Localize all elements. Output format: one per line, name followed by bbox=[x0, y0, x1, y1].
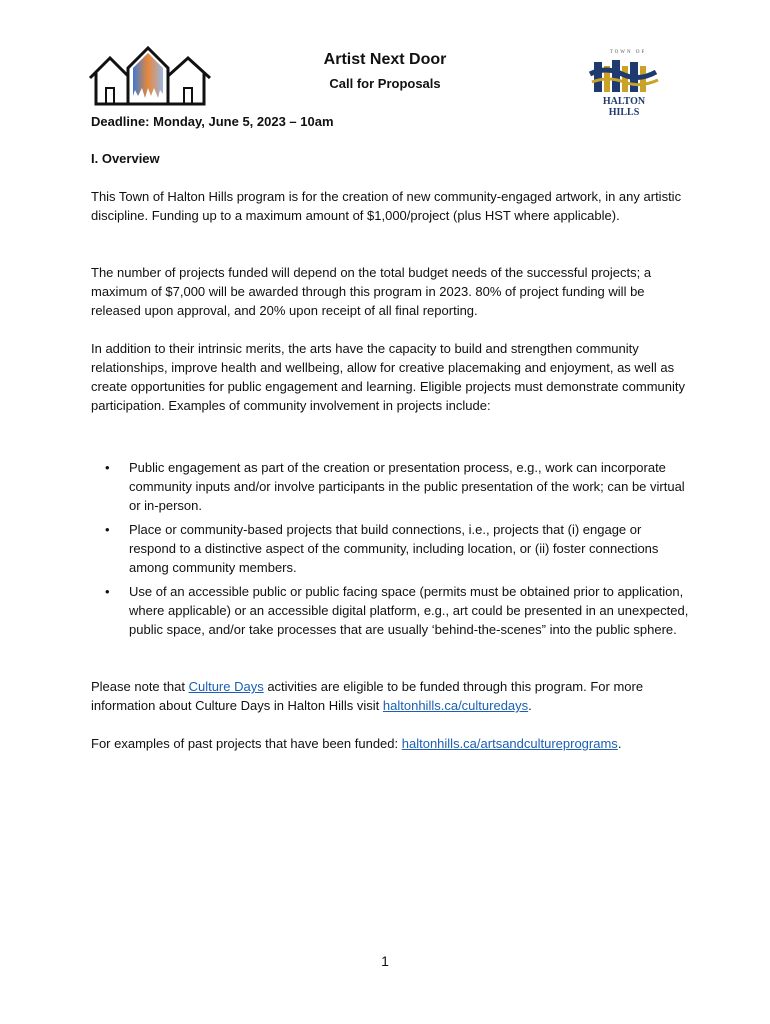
document-subtitle: Call for Proposals bbox=[329, 76, 441, 91]
list-item bbox=[91, 520, 691, 577]
bullet-glyph: • bbox=[105, 522, 110, 537]
list-item-text: Place or community-based projects that build connections, i.e., projects that (i) engage or respond to a distinctive aspect of the community, including location, or (ii) foster connections among community members. bbox=[129, 522, 659, 575]
page-number: 1 bbox=[381, 953, 389, 969]
examples-text-before: For examples of past projects that have been funded: bbox=[91, 736, 402, 751]
culture-days-link[interactable]: Culture Days bbox=[188, 679, 264, 694]
paragraph-past-projects bbox=[91, 734, 691, 753]
section-heading: I. Overview bbox=[91, 151, 160, 166]
bullet-glyph: • bbox=[105, 584, 110, 599]
note-text-before: Please note that bbox=[91, 679, 189, 694]
paragraph-funding: The number of projects funded will depend on the total budget needs of the successful projects; a maximum of $7,000 will be awarded through this program in 2023. 80% of project funding will be released upon approval, and 20% upon receipt of all final reporting. bbox=[91, 265, 652, 318]
bullet-glyph: • bbox=[105, 460, 110, 475]
note-text-after: . bbox=[528, 698, 532, 713]
list-item-text: Public engagement as part of the creation or presentation process, e.g., work can incorporate community inputs and/or involve participants in the public presentation of the work; can be virtual or in-person. bbox=[129, 460, 685, 513]
community-involvement-list bbox=[91, 458, 691, 644]
list-item bbox=[91, 458, 691, 515]
deadline: Deadline: Monday, June 5, 2023 – 10am bbox=[91, 114, 334, 129]
halton-hills-label: HALTON HILLS bbox=[602, 96, 646, 118]
culturedays-url-link[interactable]: haltonhills.ca/culturedays bbox=[382, 698, 529, 713]
note-text-middle: activities are eligible to be funded through this program. For more information about Culture Days in Halton Hills visit bbox=[91, 679, 644, 713]
past-projects-link[interactable]: haltonhills.ca/artsandcultureprograms bbox=[401, 736, 618, 751]
paragraph-program-intro: This Town of Halton Hills program is for the creation of new community-engaged artwork, in any artistic discipline. Funding up to a maximum amount of $1,000/project (plus HST where applicable). bbox=[91, 189, 682, 223]
paragraph-culture-days bbox=[91, 677, 691, 715]
document-title: Artist Next Door bbox=[323, 51, 447, 68]
list-item bbox=[91, 582, 691, 639]
paragraph-arts-capacity: In addition to their intrinsic merits, the arts have the capacity to build and strengthen community relationships, improve health and wellbeing, allow for creative placemaking and enjoyment, as well as create opportunities for public engagement and learning. Eligible projects must demonstrate community participation. Examples of community involvement in projects include: bbox=[91, 341, 685, 413]
list-item-text: Use of an accessible public or public facing space (permits must be obtained prior to application, where applicable) or an accessible digital platform, e.g., art could be presented in an unexpected, public space, and/or take processes that are usually ‘behind-the-scenes” into the public sphere. bbox=[129, 584, 689, 637]
town-of-label: TOWN OF bbox=[609, 50, 647, 55]
examples-text-after: . bbox=[617, 736, 622, 751]
